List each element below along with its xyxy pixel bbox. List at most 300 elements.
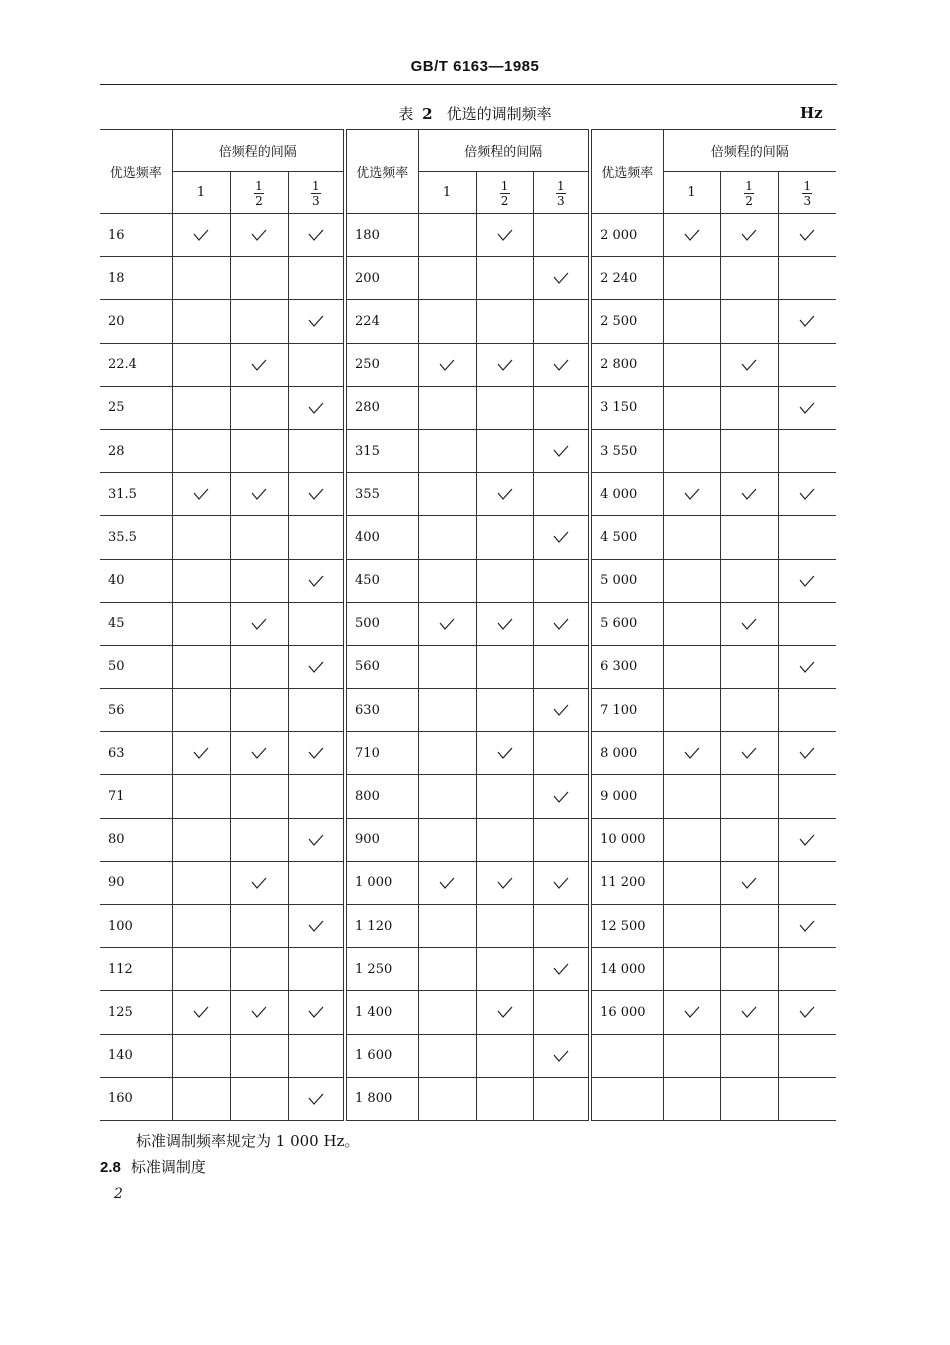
interval-cell	[663, 948, 720, 991]
check-icon	[497, 488, 513, 500]
interval-cell	[288, 775, 345, 818]
frequency-cell: 1 800	[345, 1077, 418, 1120]
interval-cell	[663, 905, 720, 948]
interval-cell	[418, 991, 476, 1034]
interval-cell	[230, 775, 288, 818]
table-row	[100, 300, 836, 343]
interval-cell	[418, 343, 476, 386]
interval-cell	[720, 473, 778, 516]
frequency-cell: 2 800	[590, 343, 663, 386]
interval-cell	[230, 861, 288, 904]
interval-cell	[720, 861, 778, 904]
interval-cell	[230, 257, 288, 300]
check-icon	[439, 618, 455, 630]
interval-cell	[720, 689, 778, 732]
interval-cell	[476, 300, 533, 343]
check-icon	[308, 661, 324, 673]
check-icon	[741, 488, 757, 500]
interval-cell	[288, 645, 345, 688]
interval-cell	[476, 602, 533, 645]
interval-cell	[778, 732, 836, 775]
interval-cell	[288, 948, 345, 991]
frequency-cell: 6 300	[590, 645, 663, 688]
check-icon	[308, 747, 324, 759]
interval-cell	[720, 602, 778, 645]
frequency-cell: 50	[100, 645, 172, 688]
interval-cell	[172, 473, 230, 516]
interval-cell	[720, 905, 778, 948]
interval-cell	[778, 948, 836, 991]
interval-cell	[172, 732, 230, 775]
interval-cell	[418, 732, 476, 775]
table-row	[100, 257, 836, 300]
interval-cell	[172, 861, 230, 904]
interval-cell	[476, 732, 533, 775]
interval-cell	[230, 1034, 288, 1077]
check-icon	[799, 661, 815, 673]
col-octave-half: $\frac{1}{2}$	[230, 172, 288, 214]
interval-cell	[418, 300, 476, 343]
frequency-cell: 5 600	[590, 602, 663, 645]
frequency-cell: 63	[100, 732, 172, 775]
table-row	[100, 689, 836, 732]
interval-cell	[172, 300, 230, 343]
interval-cell	[720, 1077, 778, 1120]
check-icon	[553, 359, 569, 371]
interval-cell	[476, 991, 533, 1034]
interval-cell	[663, 689, 720, 732]
col-octave-1: 1	[663, 172, 720, 214]
interval-cell	[230, 818, 288, 861]
interval-cell	[172, 948, 230, 991]
document-header: GB/T 6163—1985	[410, 58, 540, 75]
interval-cell	[533, 861, 590, 904]
interval-cell	[663, 1034, 720, 1077]
interval-cell	[172, 905, 230, 948]
check-icon	[497, 618, 513, 630]
frequency-cell: 224	[345, 300, 418, 343]
interval-cell	[533, 559, 590, 602]
interval-cell	[418, 948, 476, 991]
check-icon	[684, 488, 700, 500]
table-row	[100, 429, 836, 472]
table-row	[100, 386, 836, 429]
frequency-cell	[590, 1034, 663, 1077]
interval-cell	[533, 343, 590, 386]
interval-cell	[720, 214, 778, 257]
frequency-cell: 125	[100, 991, 172, 1034]
interval-cell	[778, 473, 836, 516]
frequency-cell: 800	[345, 775, 418, 818]
interval-cell	[230, 991, 288, 1034]
interval-cell	[172, 257, 230, 300]
interval-cell	[230, 602, 288, 645]
interval-cell	[476, 948, 533, 991]
frequency-cell: 40	[100, 559, 172, 602]
check-icon	[553, 272, 569, 284]
interval-cell	[720, 516, 778, 559]
table-row	[100, 861, 836, 904]
check-icon	[741, 618, 757, 630]
interval-cell	[230, 645, 288, 688]
interval-cell	[230, 1077, 288, 1120]
check-icon	[497, 229, 513, 241]
frequency-cell: 10 000	[590, 818, 663, 861]
check-icon	[799, 229, 815, 241]
unit-label: Hz	[800, 104, 823, 122]
interval-cell	[230, 214, 288, 257]
interval-cell	[288, 343, 345, 386]
col-octave-interval: 倍频程的间隔	[172, 130, 345, 172]
interval-cell	[418, 473, 476, 516]
interval-cell	[476, 645, 533, 688]
frequency-cell: 500	[345, 602, 418, 645]
interval-cell	[476, 559, 533, 602]
table-row	[100, 602, 836, 645]
interval-cell	[418, 386, 476, 429]
check-icon	[497, 747, 513, 759]
check-icon	[799, 488, 815, 500]
col-octave-half: $\frac{1}{2}$	[720, 172, 778, 214]
check-icon	[308, 1006, 324, 1018]
interval-cell	[172, 516, 230, 559]
frequency-cell: 1 120	[345, 905, 418, 948]
interval-cell	[418, 645, 476, 688]
interval-cell	[778, 818, 836, 861]
interval-cell	[230, 732, 288, 775]
check-icon	[308, 488, 324, 500]
interval-cell	[476, 257, 533, 300]
col-octave-interval: 倍频程的间隔	[418, 130, 590, 172]
check-icon	[799, 920, 815, 932]
table-row	[100, 516, 836, 559]
interval-cell	[418, 905, 476, 948]
interval-cell	[288, 559, 345, 602]
frequency-cell: 160	[100, 1077, 172, 1120]
frequency-cell: 200	[345, 257, 418, 300]
interval-cell	[778, 257, 836, 300]
check-icon	[553, 531, 569, 543]
interval-cell	[533, 300, 590, 343]
interval-cell	[663, 214, 720, 257]
interval-cell	[288, 300, 345, 343]
interval-cell	[720, 429, 778, 472]
interval-cell	[663, 300, 720, 343]
frequency-cell: 250	[345, 343, 418, 386]
table-row	[100, 732, 836, 775]
table-row	[100, 559, 836, 602]
check-icon	[308, 402, 324, 414]
table-row	[100, 1077, 836, 1120]
interval-cell	[172, 559, 230, 602]
interval-cell	[172, 991, 230, 1034]
caption-title: 优选的调制频率	[446, 105, 552, 123]
table-row	[100, 645, 836, 688]
frequency-cell: 8 000	[590, 732, 663, 775]
interval-cell	[720, 818, 778, 861]
interval-cell	[778, 429, 836, 472]
interval-cell	[230, 386, 288, 429]
check-icon	[684, 229, 700, 241]
interval-cell	[663, 559, 720, 602]
interval-cell	[533, 689, 590, 732]
interval-cell	[476, 473, 533, 516]
interval-cell	[476, 429, 533, 472]
interval-cell	[533, 948, 590, 991]
check-icon	[251, 877, 267, 889]
interval-cell	[476, 516, 533, 559]
interval-cell	[172, 386, 230, 429]
interval-cell	[533, 386, 590, 429]
check-icon	[308, 834, 324, 846]
check-icon	[251, 229, 267, 241]
interval-cell	[778, 1034, 836, 1077]
interval-cell	[533, 516, 590, 559]
interval-cell	[476, 214, 533, 257]
interval-cell	[533, 473, 590, 516]
interval-cell	[778, 602, 836, 645]
frequency-cell: 80	[100, 818, 172, 861]
interval-cell	[533, 991, 590, 1034]
check-icon	[799, 747, 815, 759]
frequency-cell: 71	[100, 775, 172, 818]
frequency-cell: 5 000	[590, 559, 663, 602]
interval-cell	[476, 818, 533, 861]
interval-cell	[418, 257, 476, 300]
frequency-cell: 12 500	[590, 905, 663, 948]
col-preferred-frequency: 优选频率	[590, 130, 663, 214]
interval-cell	[778, 214, 836, 257]
frequency-cell: 18	[100, 257, 172, 300]
interval-cell	[533, 602, 590, 645]
interval-cell	[230, 300, 288, 343]
check-icon	[553, 791, 569, 803]
interval-cell	[288, 473, 345, 516]
interval-cell	[172, 689, 230, 732]
frequency-cell: 140	[100, 1034, 172, 1077]
check-icon	[741, 359, 757, 371]
check-icon	[251, 747, 267, 759]
check-icon	[193, 229, 209, 241]
frequency-cell	[590, 1077, 663, 1120]
frequency-cell: 355	[345, 473, 418, 516]
interval-cell	[288, 386, 345, 429]
interval-cell	[230, 473, 288, 516]
interval-cell	[288, 257, 345, 300]
section-number: 2.8	[100, 1159, 121, 1176]
frequency-cell: 20	[100, 300, 172, 343]
check-icon	[497, 359, 513, 371]
interval-cell	[230, 559, 288, 602]
interval-cell	[418, 775, 476, 818]
interval-cell	[418, 559, 476, 602]
interval-cell	[288, 905, 345, 948]
table-row	[100, 343, 836, 386]
check-icon	[553, 963, 569, 975]
interval-cell	[778, 300, 836, 343]
interval-cell	[720, 732, 778, 775]
interval-cell	[533, 905, 590, 948]
col-octave-interval: 倍频程的间隔	[663, 130, 836, 172]
frequency-cell: 2 000	[590, 214, 663, 257]
frequency-cell: 9 000	[590, 775, 663, 818]
interval-cell	[172, 1077, 230, 1120]
interval-cell	[476, 343, 533, 386]
frequency-cell: 35.5	[100, 516, 172, 559]
interval-cell	[720, 559, 778, 602]
interval-cell	[778, 861, 836, 904]
interval-cell	[476, 689, 533, 732]
frequency-cell: 400	[345, 516, 418, 559]
frequency-cell: 7 100	[590, 689, 663, 732]
frequency-cell: 28	[100, 429, 172, 472]
interval-cell	[172, 1034, 230, 1077]
interval-cell	[663, 732, 720, 775]
interval-cell	[533, 257, 590, 300]
frequency-cell: 1 250	[345, 948, 418, 991]
interval-cell	[533, 645, 590, 688]
table-row	[100, 775, 836, 818]
caption-label: 表	[398, 105, 414, 123]
interval-cell	[230, 343, 288, 386]
caption-number: 2	[422, 105, 433, 123]
check-icon	[553, 877, 569, 889]
interval-cell	[288, 818, 345, 861]
frequency-cell: 100	[100, 905, 172, 948]
frequency-cell: 280	[345, 386, 418, 429]
section-heading	[100, 1156, 206, 1177]
interval-cell	[230, 689, 288, 732]
header-row	[100, 130, 836, 172]
frequency-cell: 315	[345, 429, 418, 472]
frequency-cell: 1 600	[345, 1034, 418, 1077]
check-icon	[193, 747, 209, 759]
interval-cell	[720, 645, 778, 688]
interval-cell	[720, 1034, 778, 1077]
interval-cell	[476, 1034, 533, 1077]
check-icon	[497, 1006, 513, 1018]
interval-cell	[476, 386, 533, 429]
frequency-cell: 1 000	[345, 861, 418, 904]
check-icon	[193, 488, 209, 500]
check-icon	[308, 920, 324, 932]
frequency-cell: 112	[100, 948, 172, 991]
interval-cell	[172, 429, 230, 472]
interval-cell	[418, 861, 476, 904]
interval-cell	[533, 214, 590, 257]
check-icon	[308, 575, 324, 587]
interval-cell	[663, 602, 720, 645]
interval-cell	[720, 386, 778, 429]
interval-cell	[663, 516, 720, 559]
interval-cell	[172, 343, 230, 386]
interval-cell	[418, 429, 476, 472]
interval-cell	[720, 948, 778, 991]
interval-cell	[230, 429, 288, 472]
interval-cell	[288, 214, 345, 257]
check-icon	[193, 1006, 209, 1018]
table-row	[100, 818, 836, 861]
check-icon	[308, 315, 324, 327]
interval-cell	[663, 257, 720, 300]
page-number: 2	[114, 1186, 123, 1202]
col-octave-third: $\frac{1}{3}$	[288, 172, 345, 214]
footnote: 标准调制频率规定为 1 000 Hz。	[136, 1132, 360, 1150]
check-icon	[799, 834, 815, 846]
frequency-cell: 630	[345, 689, 418, 732]
interval-cell	[720, 343, 778, 386]
interval-cell	[663, 1077, 720, 1120]
subheader-row	[100, 172, 836, 214]
interval-cell	[288, 1034, 345, 1077]
interval-cell	[778, 991, 836, 1034]
interval-cell	[172, 645, 230, 688]
interval-cell	[288, 861, 345, 904]
interval-cell	[418, 516, 476, 559]
frequency-cell: 16 000	[590, 991, 663, 1034]
check-icon	[497, 877, 513, 889]
interval-cell	[533, 1077, 590, 1120]
interval-cell	[663, 473, 720, 516]
frequency-cell: 16	[100, 214, 172, 257]
check-icon	[251, 618, 267, 630]
table-row	[100, 948, 836, 991]
frequency-cell: 90	[100, 861, 172, 904]
table-row	[100, 1034, 836, 1077]
interval-cell	[663, 386, 720, 429]
interval-cell	[778, 516, 836, 559]
interval-cell	[533, 732, 590, 775]
col-preferred-frequency: 优选频率	[345, 130, 418, 214]
interval-cell	[288, 991, 345, 1034]
interval-cell	[533, 429, 590, 472]
interval-cell	[533, 775, 590, 818]
table-row	[100, 473, 836, 516]
interval-cell	[720, 257, 778, 300]
check-icon	[439, 359, 455, 371]
interval-cell	[418, 602, 476, 645]
check-icon	[553, 1050, 569, 1062]
table-row	[100, 991, 836, 1034]
interval-cell	[288, 602, 345, 645]
check-icon	[684, 747, 700, 759]
frequency-cell: 11 200	[590, 861, 663, 904]
check-icon	[741, 1006, 757, 1018]
frequency-cell: 31.5	[100, 473, 172, 516]
interval-cell	[663, 429, 720, 472]
interval-cell	[288, 732, 345, 775]
frequency-cell: 900	[345, 818, 418, 861]
interval-cell	[778, 775, 836, 818]
check-icon	[799, 315, 815, 327]
interval-cell	[663, 645, 720, 688]
frequency-cell: 2 240	[590, 257, 663, 300]
interval-cell	[418, 818, 476, 861]
interval-cell	[288, 689, 345, 732]
interval-cell	[230, 516, 288, 559]
col-octave-1: 1	[172, 172, 230, 214]
interval-cell	[778, 1077, 836, 1120]
interval-cell	[476, 1077, 533, 1120]
table-row	[100, 214, 836, 257]
interval-cell	[533, 1034, 590, 1077]
frequency-cell: 450	[345, 559, 418, 602]
interval-cell	[663, 818, 720, 861]
frequency-cell: 560	[345, 645, 418, 688]
check-icon	[741, 229, 757, 241]
interval-cell	[778, 645, 836, 688]
frequency-cell: 1 400	[345, 991, 418, 1034]
